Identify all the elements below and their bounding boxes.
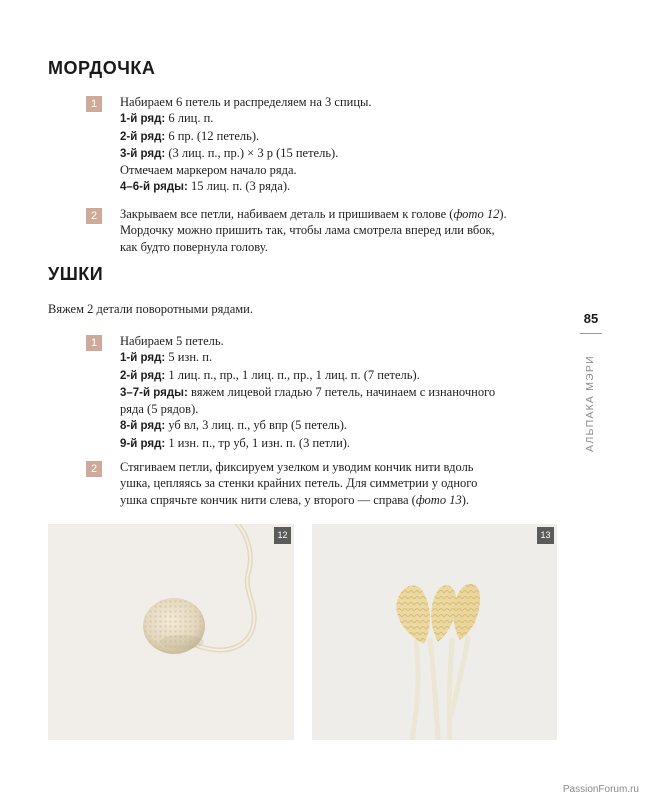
step-number-badge: 2: [86, 461, 102, 477]
step-text: [120, 206, 560, 255]
step-text: [120, 94, 560, 196]
instruction-line: Отмечаем маркером начало ряда.: [120, 163, 297, 178]
instruction-line: 1-й ряд: 6 лиц. п.: [120, 111, 214, 126]
instruction-line: как будто повернула голову.: [120, 239, 268, 254]
watermark: PassionForum.ru: [562, 784, 639, 795]
photo-number-tag: 12: [274, 527, 291, 544]
pom-pom-illustration: [48, 524, 294, 740]
step-number-badge: 1: [86, 335, 102, 351]
instruction-line: Набираем 6 петель и распределяем на 3 спицы.: [120, 95, 372, 109]
instruction-line: 9-й ряд: 1 изн. п., тр уб, 1 изн. п. (3 петли).: [120, 435, 351, 450]
section-intro: Вяжем 2 детали поворотными рядами.: [48, 302, 253, 316]
step-text: [120, 333, 560, 452]
instruction-line: ряда (5 рядов).: [120, 402, 199, 417]
instruction-line: 2-й ряд: 6 пр. (12 петель).: [120, 128, 260, 143]
instruction-line: 4–6-й ряды: 15 лиц. п. (3 ряда).: [120, 179, 291, 194]
photo-12: [48, 524, 294, 740]
page-number-rule: [580, 333, 602, 334]
instruction-line: ушка, цепляясь за стенки крайних петель. Для симметрии у одного: [120, 476, 478, 491]
step-number-badge: 2: [86, 208, 102, 224]
instruction-line: Мордочку можно пришить так, чтобы лама смотрела вперед или вбок,: [120, 223, 495, 238]
instruction-line: Закрываем все петли, набиваем деталь и пришиваем к голове (фото 12).: [120, 207, 507, 221]
instruction-line: 2-й ряд: 1 лиц. п., пр., 1 лиц. п., пр., 1 лиц. п. (7 петель).: [120, 367, 420, 382]
instruction-line: Набираем 5 петель.: [120, 334, 224, 348]
page-number: 85: [583, 311, 599, 326]
instruction-line: 8-й ряд: уб вл, 3 лиц. п., уб впр (5 петель).: [120, 418, 347, 433]
photo-13: [312, 524, 557, 740]
instruction-line: 3-й ряд: (3 лиц. п., пр.) × 3 р (15 петель).: [120, 145, 339, 160]
ears-illustration: [312, 524, 557, 740]
instruction-line: 3–7-й ряды: вяжем лицевой гладью 7 петель, начинаем с изнаночного: [120, 384, 496, 399]
photo-number-tag: 13: [537, 527, 554, 544]
section-title-mordochka: МОРДОЧКА: [48, 58, 156, 78]
section-title-ushki: УШКИ: [48, 264, 104, 284]
instruction-line: 1-й ряд: 5 изн. п.: [120, 350, 213, 365]
step-number-badge: 1: [86, 96, 102, 112]
instruction-line: ушка спрячьте кончик нити слева, у второго — справа (фото 13).: [120, 492, 470, 507]
running-title: АЛЬПАКА МЭРИ: [584, 355, 596, 452]
instruction-line: Стягиваем петли, фиксируем узелком и уводим кончик нити вдоль: [120, 460, 474, 474]
step-text: [120, 459, 560, 508]
